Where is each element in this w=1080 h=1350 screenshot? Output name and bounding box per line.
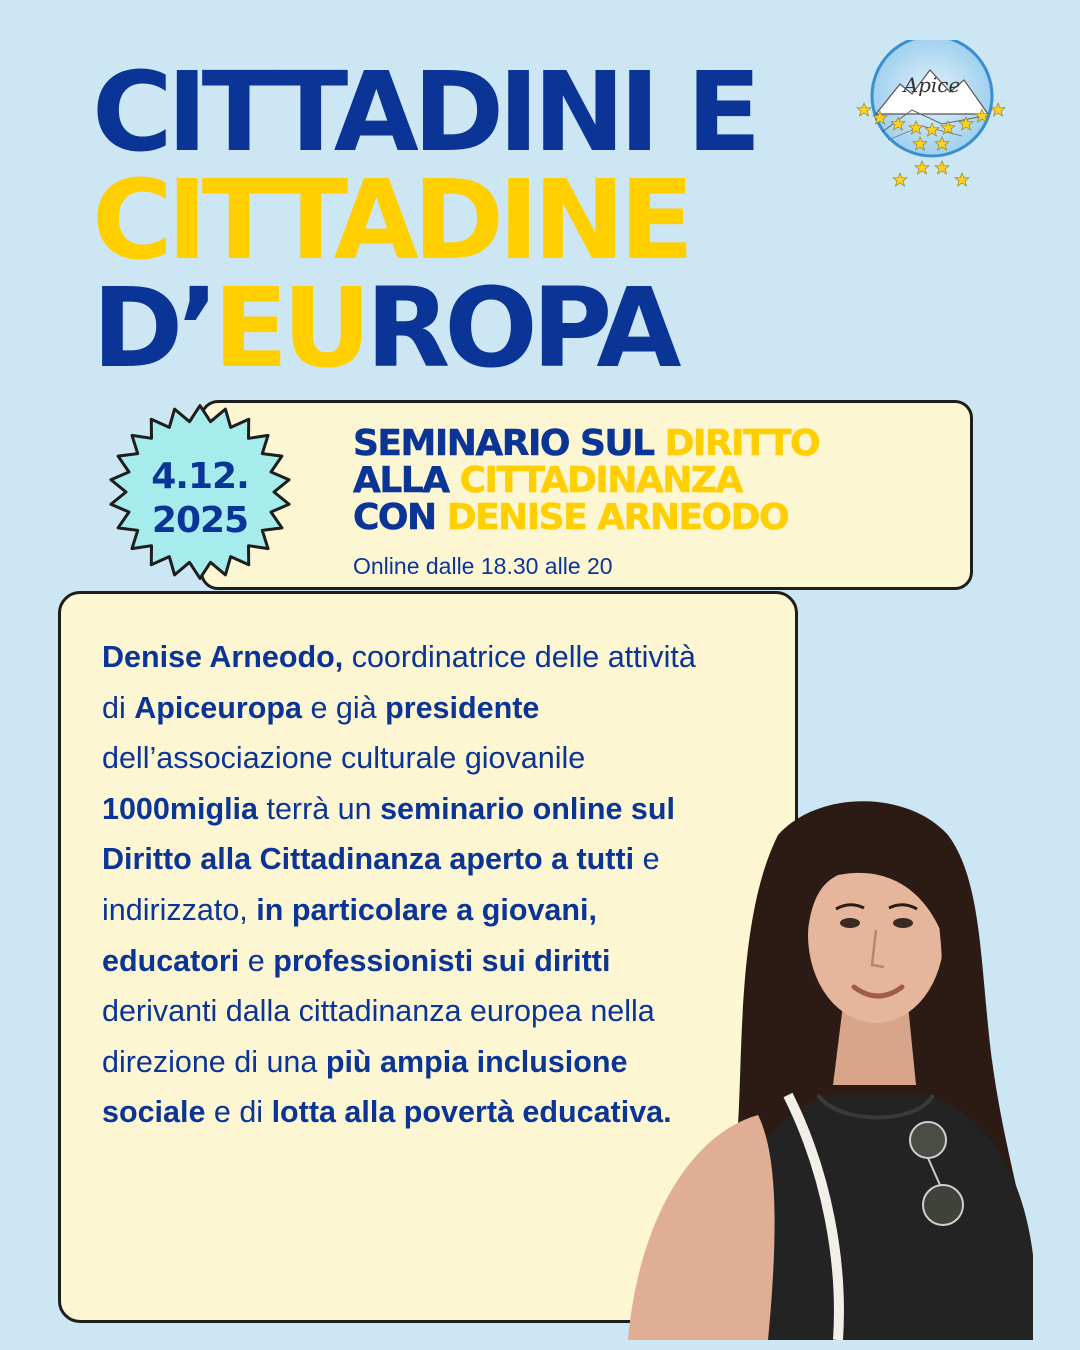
desc-text-4: terrà un (258, 791, 381, 826)
desc-name: Denise Arneodo, (102, 640, 344, 674)
event-title-3b: DENISE ARNEODO (446, 497, 789, 538)
title-line-3-suffix: ROPA (365, 264, 676, 392)
desc-text-8: e di (205, 1095, 272, 1130)
page-title (92, 48, 756, 392)
desc-poverta: lotta alla povertà educativa. (271, 1095, 672, 1130)
title-line-3 (92, 264, 756, 392)
desc-text-2: e già (302, 690, 386, 725)
date-badge (104, 455, 296, 543)
event-title-1b: DIRITTO (664, 423, 820, 464)
title-line-3-prefix: D’ (92, 264, 214, 392)
event-title-1a: SEMINARIO SUL (353, 423, 665, 464)
title-line-1: CITTADINI E (92, 48, 756, 176)
event-title (353, 425, 819, 536)
title-line-2: CITTADINE (92, 156, 689, 284)
event-time: Online dalle 18.30 alle 20 (353, 553, 613, 579)
desc-text-1: coordinatrice delle attività di (102, 640, 696, 725)
date-line-2: 2025 (151, 500, 249, 541)
event-title-2a: ALLA (353, 460, 460, 501)
desc-text-7: derivanti dalla cittadinanza europea nella direzione di una (102, 994, 655, 1079)
apice-logo-icon (852, 40, 1012, 200)
desc-seminario: seminario online sul Diritto alla Cittadinanza aperto a tutti (102, 791, 675, 877)
date-line-1: 4.12. (151, 456, 249, 497)
desc-inclusione: più ampia inclusione sociale (102, 1044, 628, 1130)
desc-target: in particolare a giovani, educatori (102, 892, 597, 978)
speaker-photo (628, 795, 1033, 1340)
logo-text: Apice (903, 73, 961, 97)
desc-apiceuropa: Apiceuropa (134, 690, 302, 725)
desc-presidente: presidente (385, 690, 540, 725)
event-title-3a: CON (353, 497, 447, 538)
title-line-3-highlight: EU (213, 264, 366, 392)
desc-text-6: e (239, 943, 274, 978)
desc-text-3: dell’associazione culturale giovanile (102, 741, 586, 776)
event-card (200, 400, 973, 590)
desc-professionisti: professionisti sui diritti (273, 943, 611, 978)
description-text (102, 632, 702, 1138)
desc-1000miglia: 1000miglia (102, 791, 258, 826)
event-title-2b: CITTADINANZA (459, 460, 742, 501)
desc-text-5: e indirizzato, (102, 842, 660, 927)
